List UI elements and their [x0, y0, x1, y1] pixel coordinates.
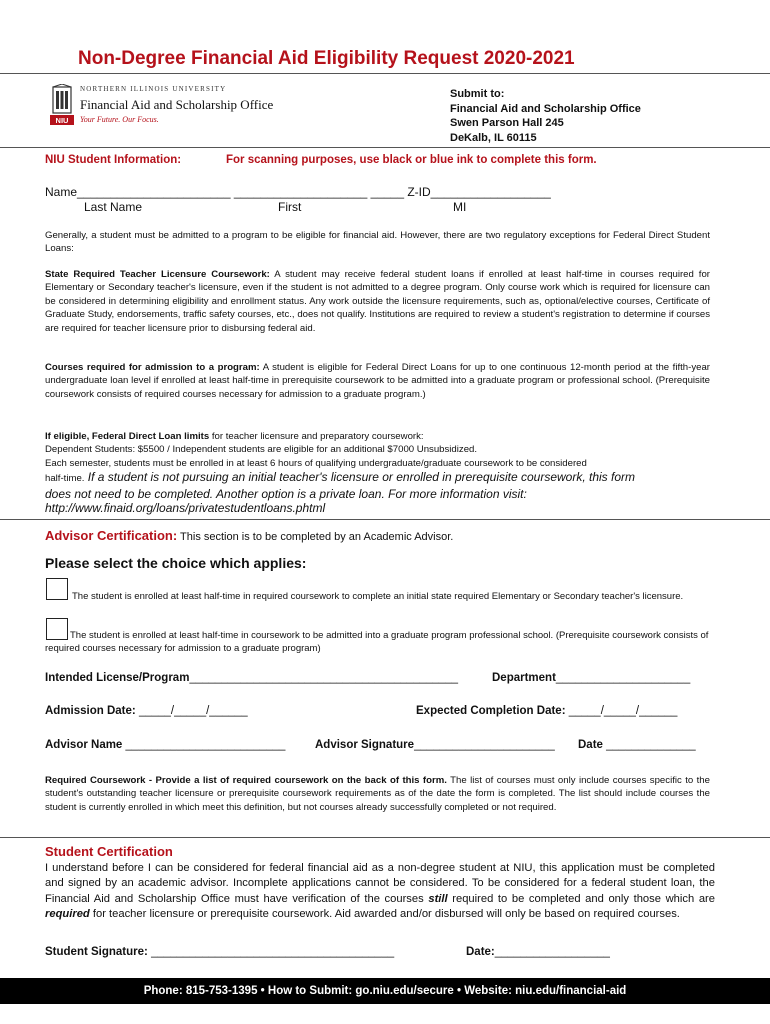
title-divider — [0, 73, 770, 74]
loan-limits-halftime: half-time. — [45, 473, 85, 484]
department-field[interactable]: Department_____________________ — [492, 672, 691, 684]
university-name: NORTHERN ILLINOIS UNIVERSITY — [80, 85, 227, 93]
student-signature-field[interactable]: Student Signature: ______________________________________ — [45, 946, 395, 958]
svg-text:NIU: NIU — [55, 116, 69, 125]
loan-limits-italic: If a student is not pursuing an initial teacher's licensure or enrolled in prerequisite coursework, this form — [84, 470, 636, 484]
loan-limits-text: for teacher licensure and preparatory coursework: — [209, 431, 424, 442]
option2-label: The student is enrolled at least half-time in coursework to be admitted into a graduate program professional school. (Prerequisite coursework consists of required courses necessary for admission to a graduate program) — [45, 630, 709, 654]
last-name-label: Last Name — [84, 200, 143, 214]
admission-date-field[interactable]: Admission Date: _____/_____/______ — [45, 705, 248, 717]
admission-lead: Courses required for admission to a program: — [45, 362, 260, 373]
select-choice-heading: Please select the choice which applies: — [45, 555, 307, 571]
student-divider — [0, 837, 770, 838]
scan-instruction: For scanning purposes, use black or blue ink to complete this form. — [226, 154, 597, 166]
required-coursework-lead: Required Coursework - Provide a list of required coursework on the back of this form. — [45, 775, 447, 786]
intended-license-field[interactable]: Intended License/Program__________________________________________ — [45, 672, 459, 684]
submit-to-line3: DeKalb, IL 60115 — [450, 131, 537, 144]
still-emphasis: still — [428, 892, 448, 905]
loan-limits-tail — [45, 470, 710, 516]
loan-limits-line3: Each semester, students must be enrolled in at least 6 hours of qualifying undergraduate/graduate coursework to be considered — [45, 457, 587, 469]
tagline: Your Future. Our Focus. — [80, 115, 159, 124]
advisor-date-field[interactable]: Date ______________ — [578, 739, 696, 751]
expected-completion-field[interactable]: Expected Completion Date: _____/_____/______ — [416, 705, 678, 717]
submit-to-line1: Financial Aid and Scholarship Office — [450, 102, 641, 115]
admission-paragraph — [45, 361, 710, 401]
mi-label: MI — [453, 200, 467, 214]
advisor-signature-field[interactable]: Advisor Signature______________________ — [315, 739, 555, 751]
advisor-cert-sub: This section is to be completed by an Academic Advisor. — [177, 531, 454, 543]
submit-to-block — [450, 87, 641, 145]
advisor-name-field[interactable]: Advisor Name _________________________ — [45, 739, 286, 751]
loan-limits-line2: Dependent Students: $5500 / Independent students are eligible for an additional $7000 Unsubsidized. — [45, 444, 478, 456]
loan-limits-lead: If eligible, Federal Direct Loan limits — [45, 431, 210, 442]
required-emphasis: required — [45, 908, 90, 921]
advisor-cert-heading: Advisor Certification: This section is to be completed by an Academic Advisor. — [45, 528, 454, 543]
loan-limits-paragraph — [45, 430, 710, 470]
name-field-line[interactable]: Name_______________________ ____________________ _____ Z-ID__________________ — [45, 185, 551, 199]
required-coursework-paragraph — [45, 774, 710, 814]
first-name-label: First — [278, 200, 302, 214]
advisor-divider — [0, 519, 770, 520]
page-title: Non-Degree Financial Aid Eligibility Request 2020-2021 — [78, 48, 575, 69]
student-cert-paragraph: I understand before I can be considered for federal financial aid as a non-degree student at NIU, this application must be completed and signed by an academic advisor. Incomplete applications cannot be considered. To be considered for a federal student loan, the Financial Aid and Scholarship Office must have verification of the courses still required to be completed and only those which are required for teacher licensure or prerequisite coursework. Aid awarded and/or disbursed will only be based on required courses. — [45, 862, 715, 921]
admission-text: A student is eligible for Federal Direct Loans for up to one continuous 12-month period at the fifth-year undergraduate loan level if enrolled at least half-time in prerequisite coursework to be admitted into a graduate program or professional school. (Prerequisite coursework consists of required courses necessary for admission to a graduate program.) — [45, 362, 710, 400]
private-loans-link[interactable]: http://www.finaid.org/loans/privatestudentloans.phtml — [45, 501, 326, 515]
niu-logo — [50, 84, 310, 128]
contact-footer: Phone: 815-753-1395 • How to Submit: go.niu.edu/secure • Website: niu.edu/financial-aid — [0, 978, 770, 1004]
page-bottom-margin — [0, 1004, 770, 1024]
required-coursework-text: The list of courses must only include courses specific to the student's outstanding teacher licensure or prerequisite coursework requirements as of the date the form is completed. The list should include courses the student is currently enrolled in which meet this definition, but not courses already successfully completed or not required. — [45, 775, 710, 813]
niu-seal-icon — [50, 84, 74, 126]
option1-label: The student is enrolled at least half-time in required coursework to complete an initial state required Elementary or Secondary teacher's licensure. — [72, 591, 684, 602]
teacher-licensure-text: A student may receive federal student loans if enrolled at least half-time in courses required for Elementary or Secondary teacher's licensure, even if the student is not admitted to a degree program. Only course work which is required for licensure can be considered in determining eligibility and enrollment status. Any work outside the licensure requirements, such as, optional/elective courses, Certificate of Graduate Study, endorsements, traffic safety courses, etc., does not qualify. Institutions are required to review a student's registration to determine if courses are required for teacher licensure prior to disbursing federal aid. — [45, 269, 710, 334]
teacher-licensure-paragraph — [45, 268, 710, 335]
header-divider — [0, 147, 770, 148]
submit-to-label: Submit to: — [450, 88, 505, 100]
office-name: Financial Aid and Scholarship Office — [80, 97, 274, 112]
teacher-licensure-lead: State Required Teacher Licensure Coursework: — [45, 269, 270, 280]
student-date-field[interactable]: Date:__________________ — [466, 946, 610, 958]
student-info-heading: NIU Student Information: — [45, 154, 182, 166]
student-cert-heading: Student Certification — [45, 844, 173, 859]
intro-paragraph: Generally, a student must be admitted to a program to be eligible for financial aid. However, there are two regulatory exceptions for Federal Direct Student Loans: — [45, 230, 710, 255]
submit-to-line2: Swen Parson Hall 245 — [450, 117, 564, 129]
loan-limits-line5: does not need to be completed. Another option is a private loan. For more information visit: — [45, 486, 527, 501]
